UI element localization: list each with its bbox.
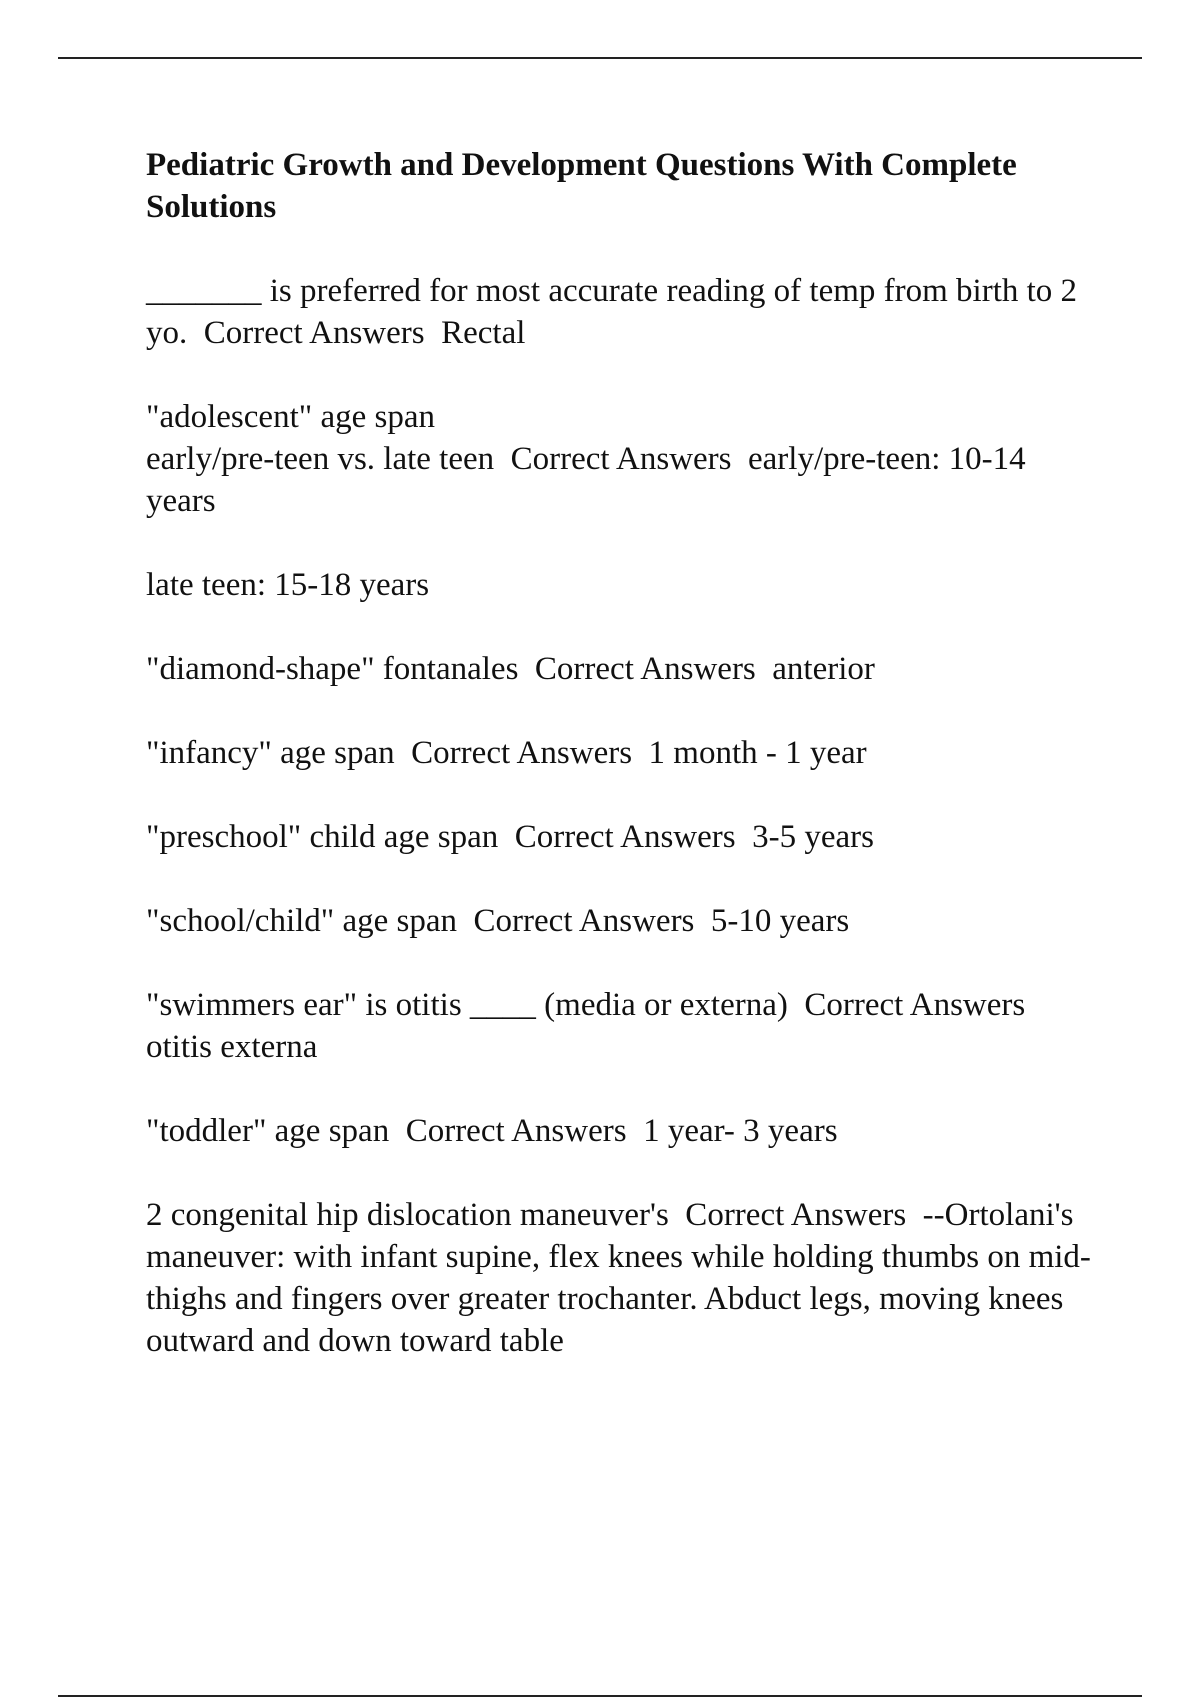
qa-preschool-age-span: "preschool" child age span Correct Answers 3-5 years bbox=[146, 819, 874, 855]
document-body bbox=[146, 144, 1096, 1404]
qa-toddler-age-span: "toddler" age span Correct Answers 1 year- 3 years bbox=[146, 1113, 838, 1149]
qa-school-age-span: "school/child" age span Correct Answers 5-10 years bbox=[146, 903, 850, 939]
top-divider bbox=[58, 57, 1142, 59]
qa-late-teen: late teen: 15-18 years bbox=[146, 567, 430, 603]
qa-infancy-age-span: "infancy" age span Correct Answers 1 month - 1 year bbox=[146, 735, 867, 771]
qa-swimmers-ear: "swimmers ear" is otitis ____ (media or externa) Correct Answers otitis externa bbox=[146, 987, 1042, 1065]
qa-adolescent-age-span: "adolescent" age span early/pre-teen vs. late teen Correct Answers early/pre-teen: 10-14 years bbox=[146, 399, 1026, 519]
document-title: Pediatric Growth and Development Questions With Complete Solutions bbox=[146, 147, 1017, 225]
bottom-divider bbox=[58, 1695, 1142, 1697]
qa-hip-dislocation-maneuvers: 2 congenital hip dislocation maneuver's Correct Answers --Ortolani's maneuver: with infant supine, flex knees while holding thumbs on mid-thighs and fingers over greater trochanter. Abduct legs, moving knees outward and down toward table bbox=[146, 1197, 1091, 1359]
qa-temp-reading: _______ is preferred for most accurate reading of temp from birth to 2 yo. Correct Answers Rectal bbox=[146, 273, 1086, 351]
qa-diamond-fontanelle: "diamond-shape" fontanales Correct Answers anterior bbox=[146, 651, 875, 687]
